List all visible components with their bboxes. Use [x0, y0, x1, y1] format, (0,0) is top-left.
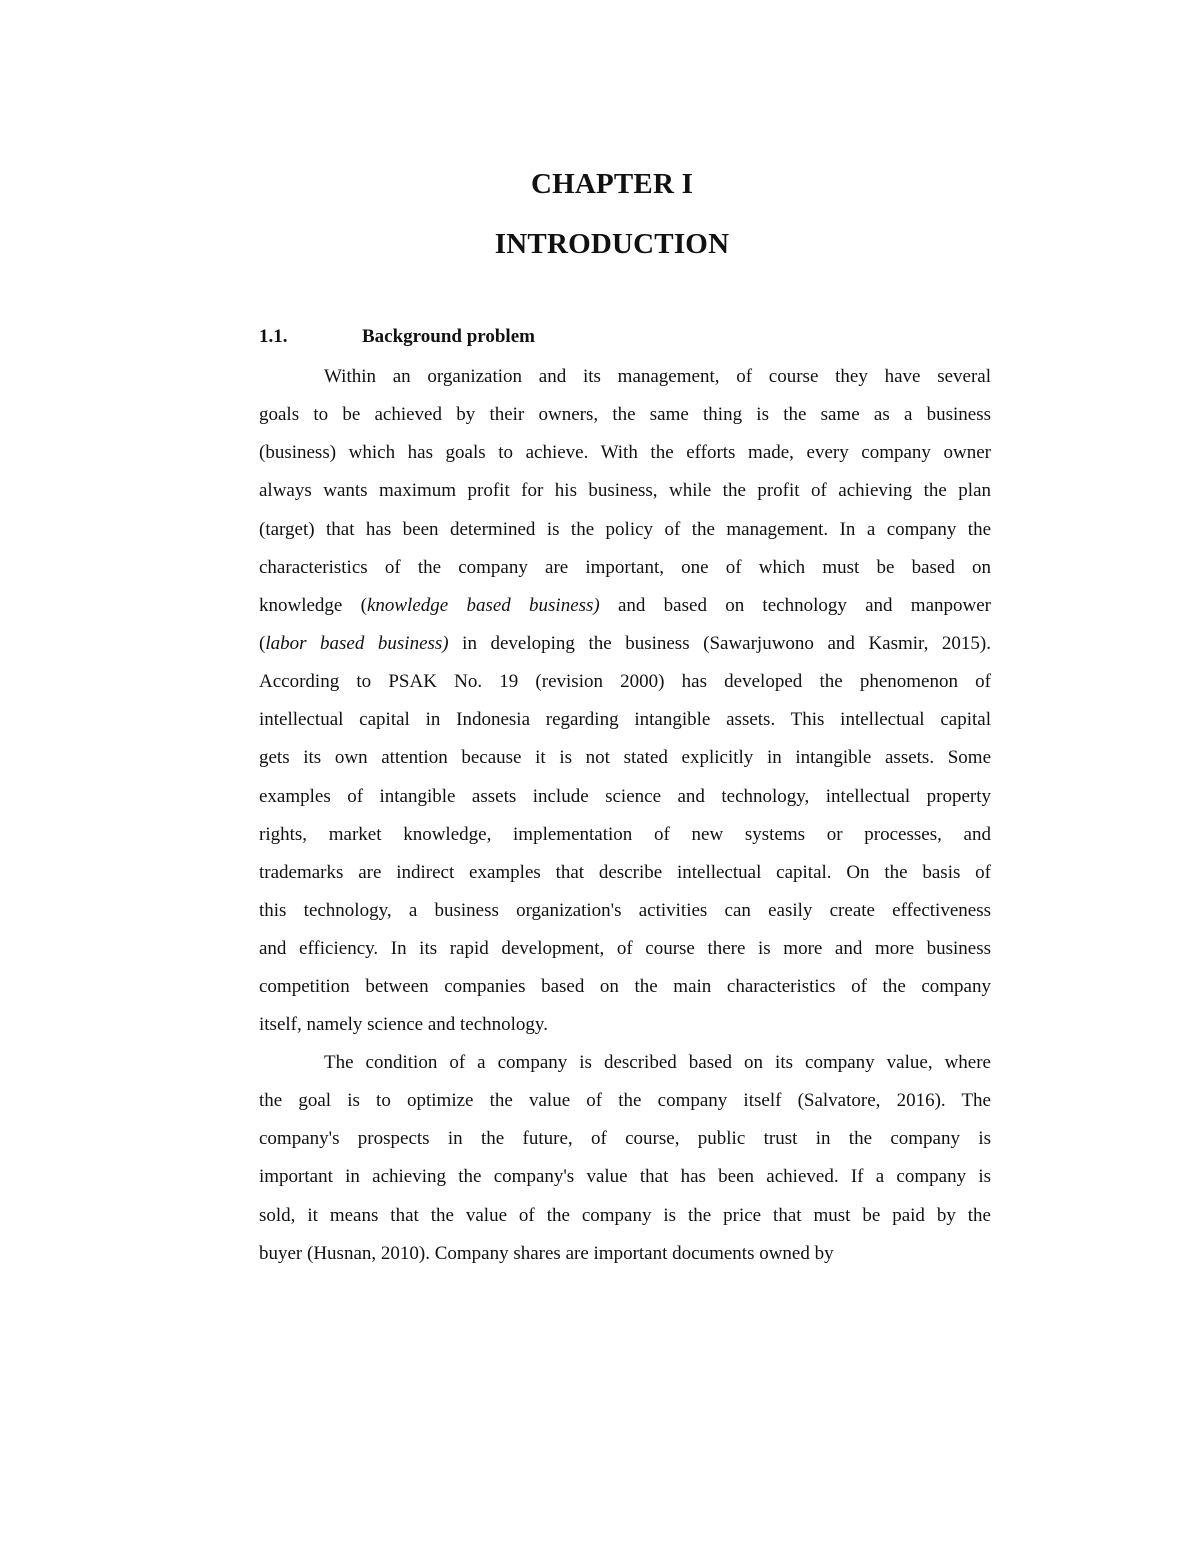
paragraph-line: sold, it means that the value of the company is the price that must be paid by the: [259, 1204, 991, 1226]
paragraph-line: and efficiency. In its rapid development, of course there is more and more business: [259, 938, 991, 960]
section-heading: [259, 326, 535, 348]
paragraph-line: rights, market knowledge, implementation of new systems or processes, and: [259, 823, 991, 845]
text-run: in developing the business (Sawarjuwono and Kasmir, 2015).: [448, 632, 991, 654]
section-number: 1.1.: [259, 326, 288, 347]
text-run: knowledge (: [259, 594, 367, 616]
paragraph-line: Within an organization and its management, of course they have several: [324, 366, 991, 387]
italic-term: labor based business): [265, 632, 449, 654]
paragraph-line: characteristics of the company are important, one of which must be based on: [259, 556, 991, 578]
paragraph-line: trademarks are indirect examples that describe intellectual capital. On the basis of: [259, 861, 991, 883]
paragraph-line: (target) that has been determined is the policy of the management. In a company the: [259, 518, 991, 540]
paragraph: [259, 358, 991, 1045]
paragraph-line: important in achieving the company's value that has been achieved. If a company is: [259, 1166, 991, 1188]
paragraph: [259, 1044, 991, 1273]
text-run: (: [259, 632, 266, 654]
section-title: Background problem: [362, 326, 535, 347]
paragraph-line: always wants maximum profit for his business, while the profit of achieving the plan: [259, 480, 991, 502]
paragraph-line: [259, 587, 991, 625]
paragraph-line: gets its own attention because it is not stated explicitly in intangible assets. Some: [259, 747, 991, 769]
paragraph-line: this technology, a business organization's activities can easily create effectiveness: [259, 899, 991, 921]
paragraph-line: The condition of a company is described based on its company value, where: [324, 1052, 991, 1073]
paragraph-line: [259, 625, 991, 663]
paragraph-line: (business) which has goals to achieve. With the efforts made, every company owner: [259, 442, 991, 464]
paragraph-line: the goal is to optimize the value of the company itself (Salvatore, 2016). The: [259, 1090, 991, 1112]
paragraph-line: According to PSAK No. 19 (revision 2000) has developed the phenomenon of: [259, 671, 991, 693]
chapter-title: INTRODUCTION: [494, 228, 730, 260]
paragraph-line: buyer (Husnan, 2010). Company shares are important documents owned by: [259, 1242, 834, 1264]
paragraph-line: competition between companies based on the main characteristics of the company: [259, 976, 991, 998]
paragraph-line: intellectual capital in Indonesia regarding intangible assets. This intellectual capital: [259, 709, 991, 731]
paragraph-line: itself, namely science and technology.: [259, 1014, 548, 1036]
paragraph-line: company's prospects in the future, of course, public trust in the company is: [259, 1128, 991, 1150]
paragraph-line: goals to be achieved by their owners, the same thing is the same as a business: [259, 404, 991, 426]
text-run: and based on technology and manpower: [599, 594, 991, 616]
paragraph-line: examples of intangible assets include science and technology, intellectual property: [259, 785, 991, 807]
italic-term: knowledge based business): [366, 594, 600, 616]
chapter-number: CHAPTER I: [530, 168, 694, 200]
